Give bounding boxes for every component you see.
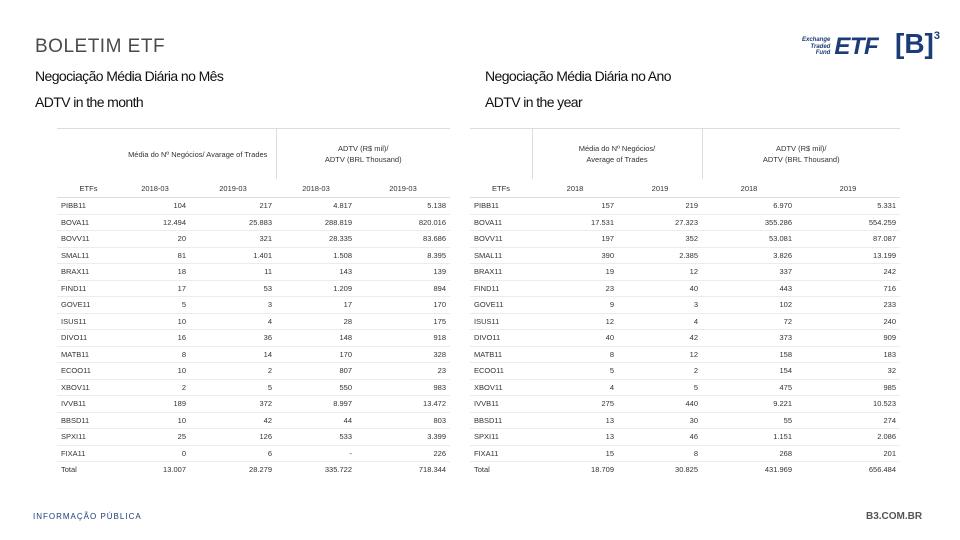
table-row	[470, 429, 900, 446]
value-cell: 72	[702, 313, 796, 330]
value-cell: 5	[190, 379, 276, 396]
value-cell: 13	[532, 429, 618, 446]
value-cell: 23	[356, 363, 450, 380]
table-row	[57, 330, 450, 347]
left-col-header: 2019-03	[190, 179, 276, 198]
value-cell: 894	[356, 280, 450, 297]
value-cell: 337	[702, 264, 796, 281]
etf-name-cell: FIND11	[57, 280, 120, 297]
value-cell: 274	[796, 412, 900, 429]
table-row	[57, 280, 450, 297]
value-cell: 28	[276, 313, 356, 330]
value-cell: 25.883	[190, 214, 276, 231]
etf-name-cell: Total	[61, 465, 77, 475]
value-cell: -	[276, 445, 356, 462]
value-cell: 10.523	[796, 396, 900, 413]
etf-name-cell: BRAX11	[57, 264, 120, 281]
etf-name-cell: ECOO11	[470, 363, 532, 380]
table-row	[57, 429, 450, 446]
right-col-etf: ETFs	[470, 179, 532, 198]
value-cell: 443	[702, 280, 796, 297]
etf-name-cell: BOVV11	[470, 231, 532, 248]
value-cell: 0	[120, 445, 190, 462]
table-row	[470, 214, 900, 231]
table-row	[57, 379, 450, 396]
classification-label: INFORMAÇÃO PÚBLICA	[33, 512, 142, 521]
value-cell: 201	[796, 445, 900, 462]
value-cell: 12	[618, 346, 702, 363]
value-cell: 10	[120, 313, 190, 330]
left-table	[57, 128, 450, 478]
value-cell: 139	[356, 264, 450, 281]
value-cell: 372	[190, 396, 276, 413]
value-cell: 983	[356, 379, 450, 396]
value-cell: 30.825	[675, 465, 698, 475]
etf-name-cell: BOVV11	[57, 231, 120, 248]
table-row	[470, 280, 900, 297]
right-group-adtv: ADTV (R$ mil)/ ADTV (BRL Thousand)	[702, 129, 900, 180]
etf-name-cell: BBSD11	[57, 412, 120, 429]
left-col-etf: ETFs	[57, 179, 120, 198]
value-cell: 42	[190, 412, 276, 429]
etf-logo-subtext: Exchange Traded Fund	[802, 37, 831, 57]
value-cell: 12	[532, 313, 618, 330]
value-cell: 1.209	[276, 280, 356, 297]
value-cell: 4	[618, 313, 702, 330]
left-group-trades: Média do Nº Negócios/ Avarage of Trades	[120, 129, 276, 180]
table-row	[57, 247, 450, 264]
table-row	[57, 264, 450, 281]
table-row	[57, 412, 450, 429]
value-cell: 2	[120, 379, 190, 396]
value-cell: 40	[618, 280, 702, 297]
etf-name-cell: XBOV11	[57, 379, 120, 396]
value-cell: 8	[532, 346, 618, 363]
right-heading: Negociação Média Diária no Ano	[485, 68, 671, 84]
value-cell: 53	[190, 280, 276, 297]
etf-name-cell: ISUS11	[57, 313, 120, 330]
table-row	[57, 346, 450, 363]
table-total-row	[470, 462, 900, 478]
value-cell: 288.819	[276, 214, 356, 231]
value-cell: 16	[120, 330, 190, 347]
value-cell: 17	[120, 280, 190, 297]
value-cell: 985	[796, 379, 900, 396]
value-cell: 2	[618, 363, 702, 380]
table-row	[57, 363, 450, 380]
value-cell: 53.081	[702, 231, 796, 248]
table-row	[470, 379, 900, 396]
value-cell: 83.686	[356, 231, 450, 248]
value-cell: 12	[618, 264, 702, 281]
value-cell: 390	[532, 247, 618, 264]
value-cell: 10	[120, 412, 190, 429]
value-cell: 104	[120, 198, 190, 215]
value-cell: 102	[702, 297, 796, 314]
right-table	[470, 128, 900, 478]
left-col-header: 2018-03	[120, 179, 190, 198]
etf-name-cell: FIXA11	[57, 445, 120, 462]
value-cell: 13.199	[796, 247, 900, 264]
value-cell: 44	[276, 412, 356, 429]
table-row	[57, 313, 450, 330]
etf-name-cell: XBOV11	[470, 379, 532, 396]
value-cell: 40	[532, 330, 618, 347]
etf-name-cell: PIBB11	[470, 198, 532, 215]
right-table-wrapper	[470, 128, 900, 478]
left-col-header: 2018-03	[276, 179, 356, 198]
value-cell: 6	[190, 445, 276, 462]
value-cell: 328	[356, 346, 450, 363]
value-cell: 32	[796, 363, 900, 380]
table-row	[57, 297, 450, 314]
value-cell: 718.344	[418, 465, 446, 475]
value-cell: 335.722	[324, 465, 352, 475]
value-cell: 55	[702, 412, 796, 429]
value-cell: 233	[796, 297, 900, 314]
value-cell: 10	[120, 363, 190, 380]
value-cell: 217	[190, 198, 276, 215]
etf-name-cell: Total	[474, 465, 490, 475]
value-cell: 17	[276, 297, 356, 314]
value-cell: 81	[120, 247, 190, 264]
value-cell: 197	[532, 231, 618, 248]
value-cell: 820.016	[356, 214, 450, 231]
value-cell: 8	[120, 346, 190, 363]
value-cell: 4	[532, 379, 618, 396]
left-col-header: 2019-03	[356, 179, 450, 198]
table-row	[470, 412, 900, 429]
table-row	[470, 445, 900, 462]
value-cell: 275	[532, 396, 618, 413]
left-subheading: ADTV in the month	[35, 94, 144, 110]
value-cell: 148	[276, 330, 356, 347]
value-cell: 2.385	[618, 247, 702, 264]
table-row	[57, 396, 450, 413]
value-cell: 19	[532, 264, 618, 281]
table-row	[470, 346, 900, 363]
table-row	[470, 396, 900, 413]
value-cell: 475	[702, 379, 796, 396]
etf-logo	[802, 33, 878, 61]
value-cell: 242	[796, 264, 900, 281]
right-subheading: ADTV in the year	[485, 94, 582, 110]
value-cell: 18	[120, 264, 190, 281]
value-cell: 268	[702, 445, 796, 462]
table-row	[470, 297, 900, 314]
value-cell: 6.970	[702, 198, 796, 215]
right-col-header: 2018	[532, 179, 618, 198]
value-cell: 143	[276, 264, 356, 281]
value-cell: 27.323	[618, 214, 702, 231]
etf-name-cell: BRAX11	[470, 264, 532, 281]
value-cell: 5	[618, 379, 702, 396]
value-cell: 554.259	[796, 214, 900, 231]
value-cell: 355.286	[702, 214, 796, 231]
value-cell: 550	[276, 379, 356, 396]
site-link[interactable]: B3.COM.BR	[866, 511, 923, 522]
etf-name-cell: MATB11	[57, 346, 120, 363]
value-cell: 5.331	[796, 198, 900, 215]
value-cell: 30	[618, 412, 702, 429]
value-cell: 170	[356, 297, 450, 314]
value-cell: 8.395	[356, 247, 450, 264]
value-cell: 87.087	[796, 231, 900, 248]
value-cell: 321	[190, 231, 276, 248]
etf-name-cell: FIND11	[470, 280, 532, 297]
value-cell: 13.472	[356, 396, 450, 413]
value-cell: 4	[190, 313, 276, 330]
value-cell: 3.399	[356, 429, 450, 446]
value-cell: 716	[796, 280, 900, 297]
etf-name-cell: SMAL11	[470, 247, 532, 264]
etf-name-cell: SPXI11	[470, 429, 532, 446]
etf-name-cell: ISUS11	[470, 313, 532, 330]
etf-name-cell: ECOO11	[57, 363, 120, 380]
value-cell: 9.221	[702, 396, 796, 413]
value-cell: 803	[356, 412, 450, 429]
table-row	[57, 214, 450, 231]
table-row	[57, 231, 450, 248]
left-table-wrapper	[57, 128, 450, 478]
etf-name-cell: BOVA11	[470, 214, 532, 231]
value-cell: 158	[702, 346, 796, 363]
etf-name-cell: PIBB11	[57, 198, 120, 215]
value-cell: 8	[618, 445, 702, 462]
etf-name-cell: GOVE11	[57, 297, 120, 314]
right-group-trades: Média do Nº Negócios/ Average of Trades	[532, 129, 702, 180]
table-row	[57, 445, 450, 462]
value-cell: 240	[796, 313, 900, 330]
value-cell: 219	[618, 198, 702, 215]
value-cell: 8.997	[276, 396, 356, 413]
table-row	[57, 198, 450, 215]
value-cell: 5	[532, 363, 618, 380]
table-row	[470, 330, 900, 347]
value-cell: 3	[618, 297, 702, 314]
etf-name-cell: SPXI11	[57, 429, 120, 446]
value-cell: 1.401	[190, 247, 276, 264]
value-cell: 189	[120, 396, 190, 413]
value-cell: 1.151	[702, 429, 796, 446]
value-cell: 226	[356, 445, 450, 462]
etf-name-cell: MATB11	[470, 346, 532, 363]
etf-name-cell: FIXA11	[470, 445, 532, 462]
value-cell: 46	[618, 429, 702, 446]
value-cell: 3.826	[702, 247, 796, 264]
value-cell: 17.531	[532, 214, 618, 231]
etf-name-cell: BBSD11	[470, 412, 532, 429]
value-cell: 3	[190, 297, 276, 314]
value-cell: 12.494	[120, 214, 190, 231]
value-cell: 28.335	[276, 231, 356, 248]
table-row	[470, 247, 900, 264]
b3-logo: $[B]^3$	[895, 28, 940, 59]
right-col-header: 2018	[702, 179, 796, 198]
value-cell: 14	[190, 346, 276, 363]
value-cell: 2.086	[796, 429, 900, 446]
value-cell: 807	[276, 363, 356, 380]
value-cell: 373	[702, 330, 796, 347]
value-cell: 15	[532, 445, 618, 462]
page-title: BOLETIM ETF	[35, 36, 166, 57]
value-cell: 13	[532, 412, 618, 429]
table-row	[470, 264, 900, 281]
value-cell: 4.817	[276, 198, 356, 215]
table-row	[470, 313, 900, 330]
value-cell: 28.279	[249, 465, 272, 475]
etf-name-cell: DIVO11	[57, 330, 120, 347]
value-cell: 154	[702, 363, 796, 380]
etf-name-cell: DIVO11	[470, 330, 532, 347]
value-cell: 18.709	[591, 465, 614, 475]
table-row	[470, 363, 900, 380]
left-heading: Negociação Média Diária no Mês	[35, 68, 224, 84]
etf-name-cell: SMAL11	[57, 247, 120, 264]
etf-logo-text: ETF	[834, 33, 879, 60]
value-cell: 440	[618, 396, 702, 413]
value-cell: 9	[532, 297, 618, 314]
right-col-header: 2019	[618, 179, 702, 198]
value-cell: 36	[190, 330, 276, 347]
value-cell: 533	[276, 429, 356, 446]
value-cell: 25	[120, 429, 190, 446]
value-cell: 126	[190, 429, 276, 446]
value-cell: 918	[356, 330, 450, 347]
value-cell: 11	[190, 264, 276, 281]
value-cell: 20	[120, 231, 190, 248]
value-cell: 5.138	[356, 198, 450, 215]
value-cell: 2	[190, 363, 276, 380]
value-cell: 42	[618, 330, 702, 347]
etf-name-cell: IVVB11	[57, 396, 120, 413]
table-total-row	[57, 462, 450, 478]
value-cell: 175	[356, 313, 450, 330]
etf-name-cell: IVVB11	[470, 396, 532, 413]
value-cell: 431.969	[764, 465, 792, 475]
value-cell: 170	[276, 346, 356, 363]
etf-name-cell: GOVE11	[470, 297, 532, 314]
value-cell: 656.484	[868, 465, 896, 475]
left-group-adtv: ADTV (R$ mil)/ ADTV (BRL Thousand)	[276, 129, 450, 180]
value-cell: 13.007	[163, 465, 186, 475]
value-cell: 909	[796, 330, 900, 347]
right-col-header: 2019	[796, 179, 900, 198]
value-cell: 157	[532, 198, 618, 215]
value-cell: 5	[120, 297, 190, 314]
value-cell: 23	[532, 280, 618, 297]
table-row	[470, 198, 900, 215]
etf-name-cell: BOVA11	[57, 214, 120, 231]
table-row	[470, 231, 900, 248]
value-cell: 1.508	[276, 247, 356, 264]
value-cell: 183	[796, 346, 900, 363]
value-cell: 352	[618, 231, 702, 248]
